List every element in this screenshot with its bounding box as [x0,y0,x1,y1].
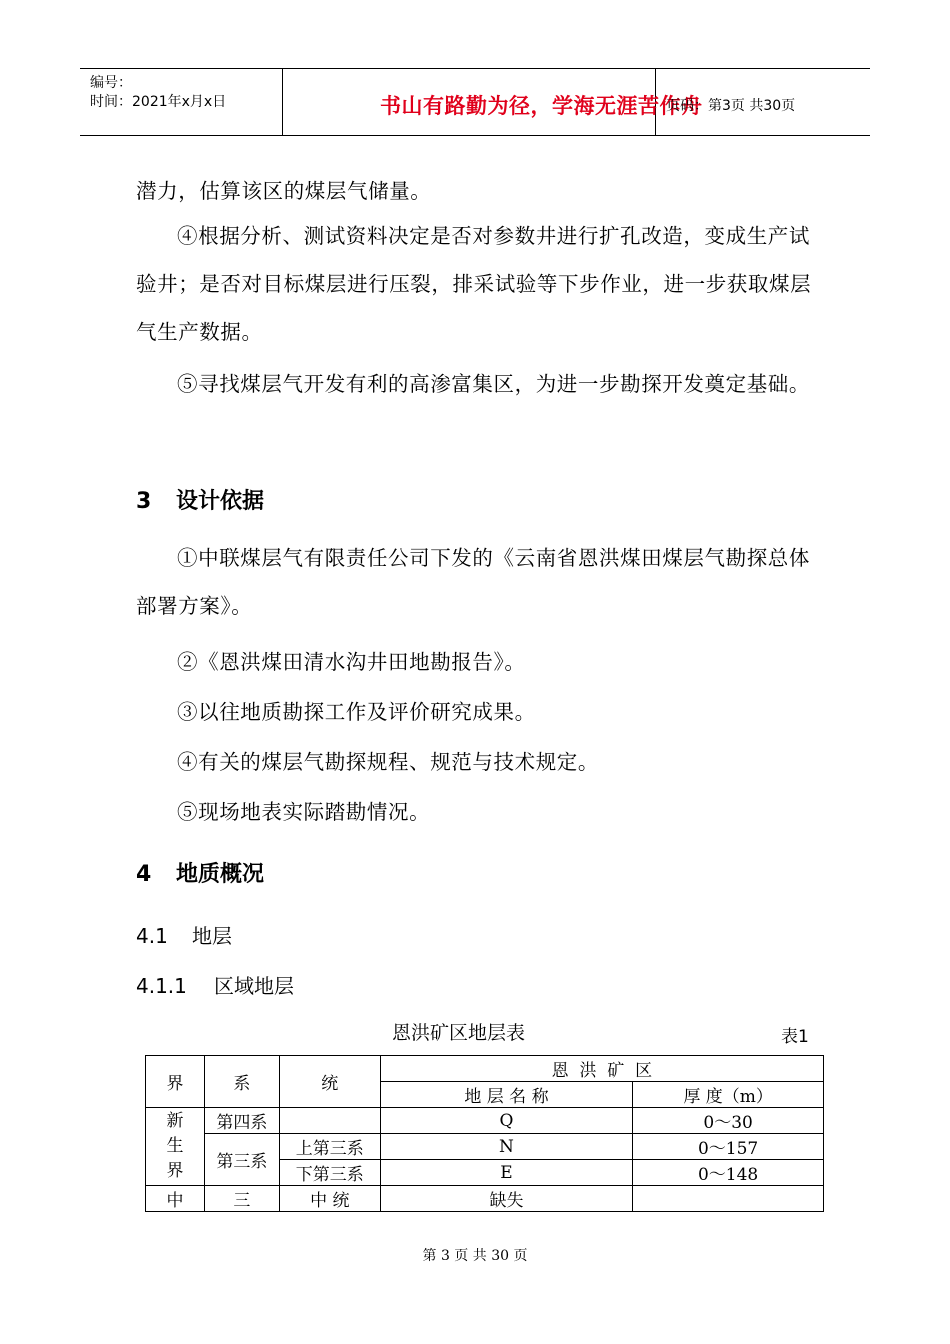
table-row [146,1186,824,1212]
header-bottom-rule [80,135,870,136]
header-divider-left [282,68,283,136]
table-caption: 恩洪矿区地层表 [392,1022,526,1044]
cell-name: N [380,1134,633,1160]
cell-tong: 下第三系 [279,1160,380,1186]
basis-item-5: ⑤现场地表实际踏勘情况。 [177,800,431,824]
section-4-number: 4 [136,862,152,887]
table-row [146,1134,824,1160]
table-number: 表1 [781,1027,809,1047]
cell-name: Q [380,1108,633,1134]
basis-item-4: ④有关的煤层气勘探规程、规范与技术规定。 [177,750,599,774]
section-4-1-1-title: 区域地层 [214,974,294,998]
header-thickness: 厚 度（m） [633,1082,824,1108]
section-3-title: 设计依据 [176,489,265,514]
cell-xi: 第三系 [204,1134,279,1186]
header-top-rule [80,68,870,69]
paragraph-item-4 [136,212,816,356]
paragraph-continuation: 潜力，估算该区的煤层气储量。 [136,179,432,203]
cell-name: 缺失 [380,1186,633,1212]
header-tong: 统 [279,1056,380,1108]
cell-jie: 中 [146,1186,205,1212]
basis-item-1-text: ①中联煤层气有限责任公司下发的《云南省恩洪煤田煤层气勘探总体部署方案》。 [136,546,810,618]
cell-tong: 上第三系 [279,1134,380,1160]
cell-xi: 第四系 [204,1108,279,1134]
motto: 书山有路勤为径，学海无涯苦作舟 [380,94,703,118]
basis-item-3: ③以往地质勘探工作及评价研究成果。 [177,700,536,724]
section-4-heading [136,857,264,888]
paragraph-item-5 [136,360,816,408]
cell-tong: 中 统 [279,1186,380,1212]
table-row [146,1108,824,1134]
section-4-1-number: 4.1 [136,924,168,948]
page-info: 页码：第3页 共30页 [666,98,796,114]
table-header-row-1 [146,1056,824,1082]
header-xi: 系 [204,1056,279,1108]
section-4-1-1-number: 4.1.1 [136,974,187,998]
section-4-1-title: 地层 [192,924,232,948]
page-footer: 第 3 页 共 30 页 [422,1248,528,1264]
serial-label: 编号： [90,75,132,91]
header-jie: 界 [146,1056,205,1108]
cell-xi: 三 [204,1186,279,1212]
section-4-1-heading [136,920,232,949]
cell-thickness: 0～30 [633,1108,824,1134]
basis-item-2: ②《恩洪煤田清水沟井田地勘报告》。 [177,650,526,674]
page-header [80,68,870,136]
paragraph-item-5-text: ⑤寻找煤层气开发有利的高渗富集区，为进一步勘探开发奠定基础。 [177,372,810,396]
cell-era-cenozoic: 新生界 [146,1108,205,1186]
section-4-1-1-heading [136,970,294,999]
strata-table [145,1055,824,1212]
basis-item-1 [136,534,816,630]
cell-tong [279,1108,380,1134]
paragraph-item-4-text: ④根据分析、测试资料决定是否对参数井进行扩孔改造，变成生产试验井；是否对目标煤层进行压裂，排采试验等下步作业，进一步获取煤层气生产数据。 [136,224,812,344]
section-3-heading [136,484,264,515]
section-4-title: 地质概况 [176,862,265,887]
cell-thickness: 0～148 [633,1160,824,1186]
header-area: 恩 洪 矿 区 [380,1056,823,1082]
header-name: 地 层 名 称 [380,1082,633,1108]
cell-thickness: 0～157 [633,1134,824,1160]
cell-thickness [633,1186,824,1212]
date-label: 时间：2021年x月x日 [90,94,227,110]
section-3-number: 3 [136,489,152,514]
cell-name: E [380,1160,633,1186]
